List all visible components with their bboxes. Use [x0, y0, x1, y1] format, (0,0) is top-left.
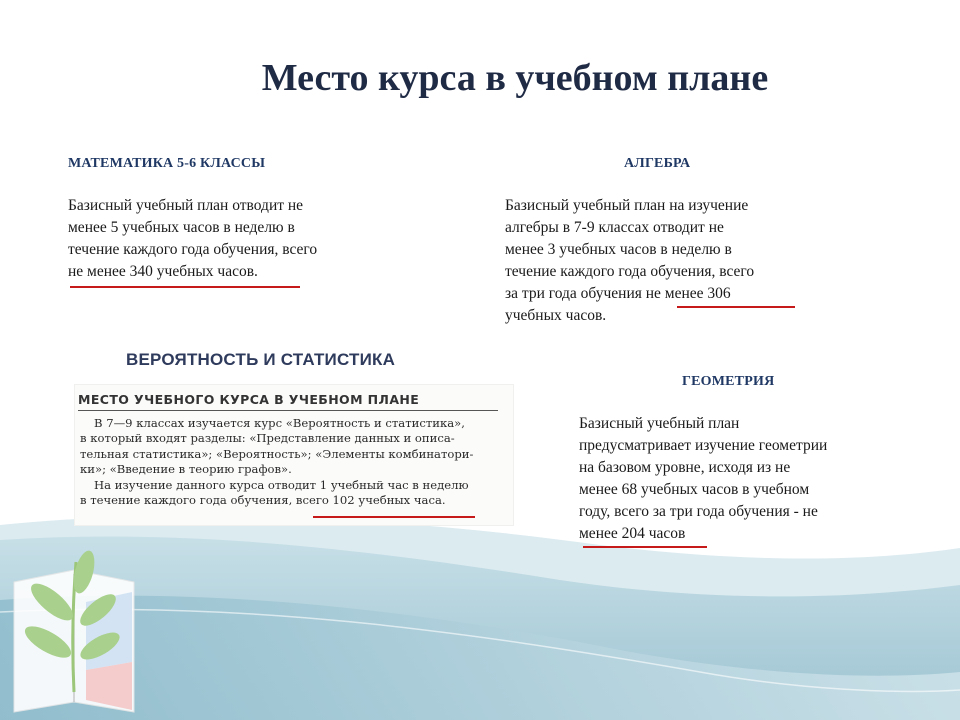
math-line: менее 5 учебных часов в неделю в	[68, 219, 295, 236]
math-underline	[70, 286, 300, 288]
math-text	[68, 195, 368, 283]
excerpt-line: тельная статистика»; «Вероятность»; «Элементы комбинатори-	[80, 446, 474, 461]
probability-heading: ВЕРОЯТНОСТЬ И СТАТИСТИКА	[126, 350, 396, 369]
algebra-heading: АЛГЕБРА	[624, 156, 691, 171]
excerpt-line: В 7—9 классах изучается курс «Вероятность и статистика»,	[94, 416, 465, 430]
excerpt-line: На изучение данного курса отводит 1 учебный час в неделю	[94, 477, 469, 492]
geometry-heading: ГЕОМЕТРИЯ	[682, 374, 775, 389]
excerpt-heading: МЕСТО УЧЕБНОГО КУРСА В УЧЕБНОМ ПЛАНЕ	[78, 392, 420, 407]
geometry-line: менее 68 учебных часов в учебном	[579, 481, 810, 498]
math-line: течение каждого года обучения, всего	[68, 241, 318, 258]
excerpt-line: в который входят разделы: «Представление данных и описа-	[80, 431, 455, 446]
math-heading: МАТЕМАТИКА 5-6 КЛАССЫ	[68, 156, 266, 171]
algebra-line: за три года обучения не менее 306	[505, 285, 731, 302]
geometry-line: менее 204 часов	[579, 525, 686, 542]
probability-underline	[313, 516, 475, 518]
algebra-line: течение каждого года обучения, всего	[505, 263, 755, 280]
algebra-line: учебных часов.	[505, 307, 607, 324]
textbook-excerpt	[74, 384, 514, 526]
excerpt-text	[80, 416, 510, 508]
algebra-line: алгебры в 7-9 классах отводит не	[505, 219, 724, 236]
excerpt-line: ки»; «Введение в теорию графов».	[80, 462, 292, 477]
geometry-line: году, всего за три года обучения - не	[579, 503, 818, 520]
excerpt-rule	[78, 410, 498, 411]
geometry-line: на базовом уровне, исходя из не	[579, 459, 791, 476]
algebra-line: Базисный учебный план на изучение	[505, 197, 749, 214]
algebra-underline	[677, 306, 795, 308]
geometry-underline	[583, 546, 707, 548]
excerpt-line: в течение каждого года обучения, всего 102 учебных часа.	[80, 493, 446, 508]
slide-title: Место курса в учебном плане	[261, 57, 769, 99]
algebra-line: менее 3 учебных часов в неделю в	[505, 241, 732, 258]
math-line: Базисный учебный план отводит не	[68, 197, 304, 214]
math-line: не менее 340 учебных часов.	[68, 263, 258, 280]
geometry-line: предусматривает изучение геометрии	[579, 437, 828, 454]
geometry-line: Базисный учебный план	[579, 415, 740, 432]
geometry-text	[579, 413, 891, 545]
